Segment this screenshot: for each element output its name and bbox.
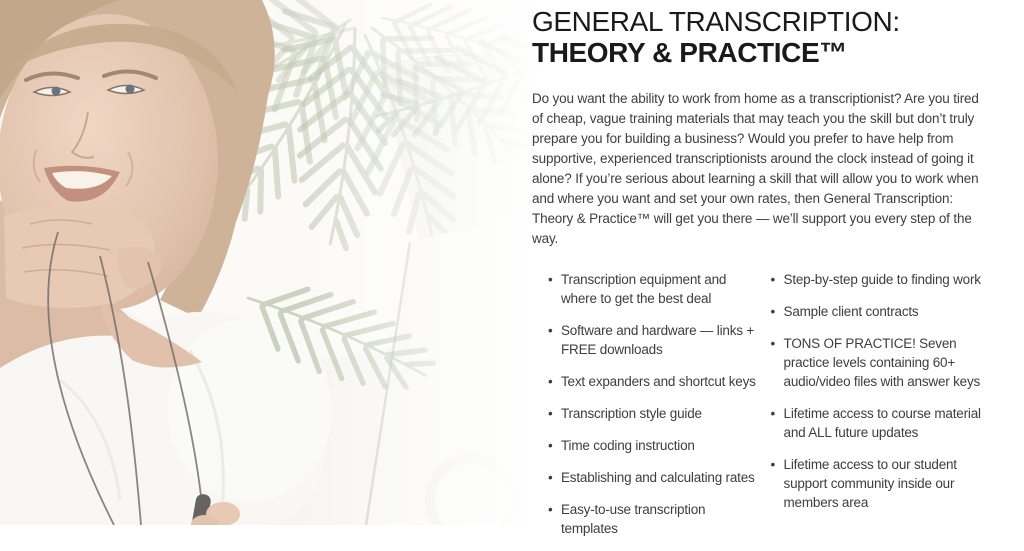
list-item: • Step-by-step guide to finding work — [771, 270, 1002, 289]
list-item: • Establishing and calculating rates — [548, 468, 760, 487]
list-item: • Software and hardware — links + FREE downloads — [548, 321, 760, 359]
list-item: • Transcription equipment and where to get the best deal — [548, 270, 760, 308]
page-title — [532, 6, 1002, 68]
title-line2: THEORY & PRACTICE™ — [532, 37, 847, 68]
feature-list-left — [548, 270, 760, 551]
list-item: • Sample client contracts — [771, 302, 1002, 321]
feature-list-right — [771, 270, 1002, 551]
list-item: • Time coding instruction — [548, 436, 760, 455]
list-item: • Lifetime access to our student support community inside our members area — [771, 455, 1002, 512]
list-item: • Lifetime access to course material and ALL future updates — [771, 404, 1002, 442]
intro-paragraph: Do you want the ability to work from home as a transcriptionist? Are you tired of cheap, vague training materials that may teach you the skill but don’t truly prepare you for building a business? Would you prefer to have help from supportive, experienced transcriptionists around the clock instead of going it alone? If you’re serious about learning a skill that will allow you to work when and where you want and set your own rates, then General Transcription: Theory & Practice™ will get you there — we’ll support you every step of the way. — [532, 91, 979, 246]
list-item: • Easy-to-use transcription templates — [548, 500, 760, 538]
course-description — [532, 6, 1002, 551]
title-line1: GENERAL TRANSCRIPTION: — [532, 6, 900, 37]
list-item: • Text expanders and shortcut keys — [548, 372, 760, 391]
list-item: • TONS OF PRACTICE! Seven practice levels containing 60+ audio/video files with answer keys — [771, 334, 1002, 391]
feature-lists — [532, 270, 1002, 551]
list-item: • Transcription style guide — [548, 404, 760, 423]
